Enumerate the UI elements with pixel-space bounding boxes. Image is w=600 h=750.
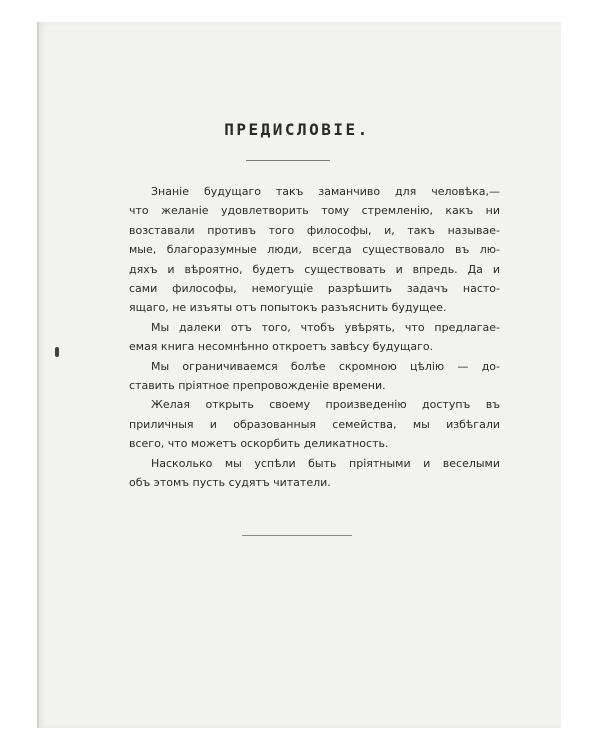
- paragraph-2: [129, 318, 500, 357]
- paragraph-3: [129, 357, 500, 396]
- text-line: всего, что можетъ оскорбить деликатность.: [129, 437, 389, 451]
- text-line: емая книга несомнѣнно откроетъ завѣсу будущаго.: [129, 340, 434, 354]
- preface-body: [129, 182, 500, 493]
- text-line: приличныя и образованныя семейства, мы избѣгали: [129, 417, 500, 431]
- text-line: Желая открыть своему произведенію доступъ въ: [151, 398, 500, 412]
- text-line: дяхъ и вѣроятно, будетъ существовать и впредь. Да и: [129, 262, 500, 276]
- text-line: Мы ограничиваемся болѣе скромною цѣлію — до-: [151, 359, 500, 373]
- text-line: Насколько мы успѣли быть пріятными и веселыми: [151, 456, 500, 470]
- scanned-page: [37, 22, 561, 728]
- paragraph-1: [129, 182, 500, 318]
- paragraph-4: [129, 395, 500, 453]
- text-line: ящаго, не изъяты отъ попытокъ разъяснить будущее.: [129, 301, 447, 315]
- paragraph-5: [129, 454, 500, 493]
- page-title: ПРЕДИСЛОВІЕ.: [224, 120, 370, 139]
- binding-mark: [55, 347, 59, 357]
- closing-divider: [242, 535, 352, 536]
- text-line: мые, благоразумные люди, всегда существовало въ лю-: [129, 243, 500, 257]
- text-line: Знаніе будущаго такъ заманчиво для человѣка,—: [151, 185, 500, 198]
- text-line: что желаніе удовлетворить тому стремленію, какъ ни: [129, 204, 500, 218]
- text-line: объ этомъ пусть судятъ читатели.: [129, 476, 331, 490]
- text-line: возставали противъ того философы, и, такъ называе-: [129, 223, 500, 237]
- text-line: сами философы, немогущіе разрѣшить задачъ насто-: [129, 282, 500, 296]
- text-line: Мы далеки отъ того, чтобъ увѣрять, что предлагае-: [151, 320, 500, 334]
- title-divider: [246, 160, 330, 161]
- text-line: ставить пріятное препровожденіе времени.: [129, 379, 386, 393]
